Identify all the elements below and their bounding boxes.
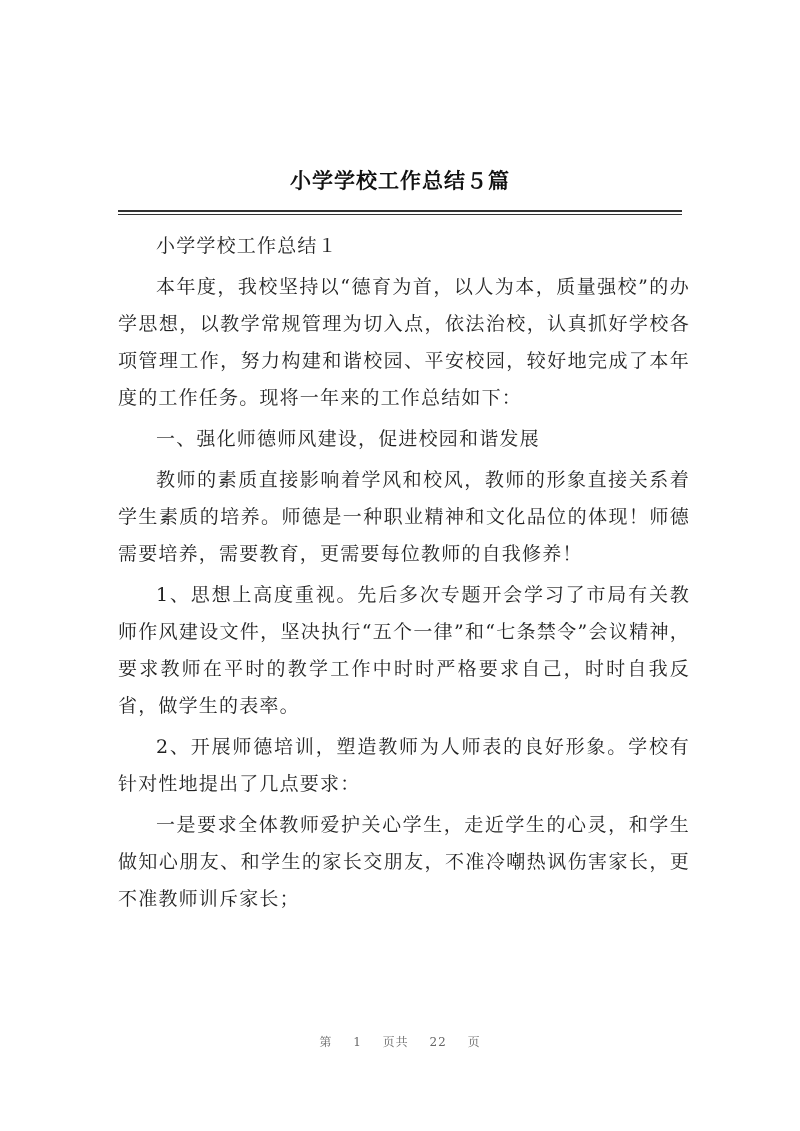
body-paragraph: 2、开展师德培训，塑造教师为人师表的良好形象。学校有针对性地提出了几点要求： (118, 736, 690, 795)
title-divider-thick (118, 210, 682, 212)
document-body (118, 228, 690, 922)
section-heading: 小学学校工作总结１ (156, 235, 338, 257)
footer-middle: 页共 (382, 1035, 409, 1049)
footer-page-number: 1 (353, 1035, 362, 1049)
body-paragraph: 1、思想上高度重视。先后多次专题开会学习了市局有关教师作风建设文件，坚决执行“五个一律”和“七条禁令”会议精神，要求教师在平时的教学工作中时时严格要求自己，时时自我反省，做学生的表率。 (118, 584, 690, 717)
title-divider-thin (118, 214, 682, 215)
footer-total-pages: 22 (429, 1035, 447, 1049)
body-paragraph: 教师的素质直接影响着学风和校风，教师的形象直接关系着学生素质的培养。师德是一种职业精神和文化品位的体现！师德需要培养，需要教育，更需要每位教师的自我修养！ (118, 469, 690, 565)
document-title: 小学学校工作总结５篇 (290, 168, 510, 193)
footer-suffix: 页 (467, 1035, 481, 1049)
footer-prefix: 第 (319, 1035, 333, 1049)
body-paragraph: 本年度，我校坚持以“德育为首，以人为本，质量强校”的办学思想，以教学常规管理为切入点，依法治校，认真抓好学校各项管理工作，努力构建和谐校园、平安校园，较好地完成了本年度的工作任务。现将一年来的工作总结如下： (118, 276, 690, 409)
subsection-heading: 一、强化师德师风建设，促进校园和谐发展 (156, 428, 540, 450)
page-footer (0, 1033, 800, 1050)
body-paragraph: 一是要求全体教师爱护关心学生，走近学生的心灵，和学生做知心朋友、和学生的家长交朋友，不准冷嘲热讽伤害家长，更不准教师训斥家长； (118, 814, 690, 910)
